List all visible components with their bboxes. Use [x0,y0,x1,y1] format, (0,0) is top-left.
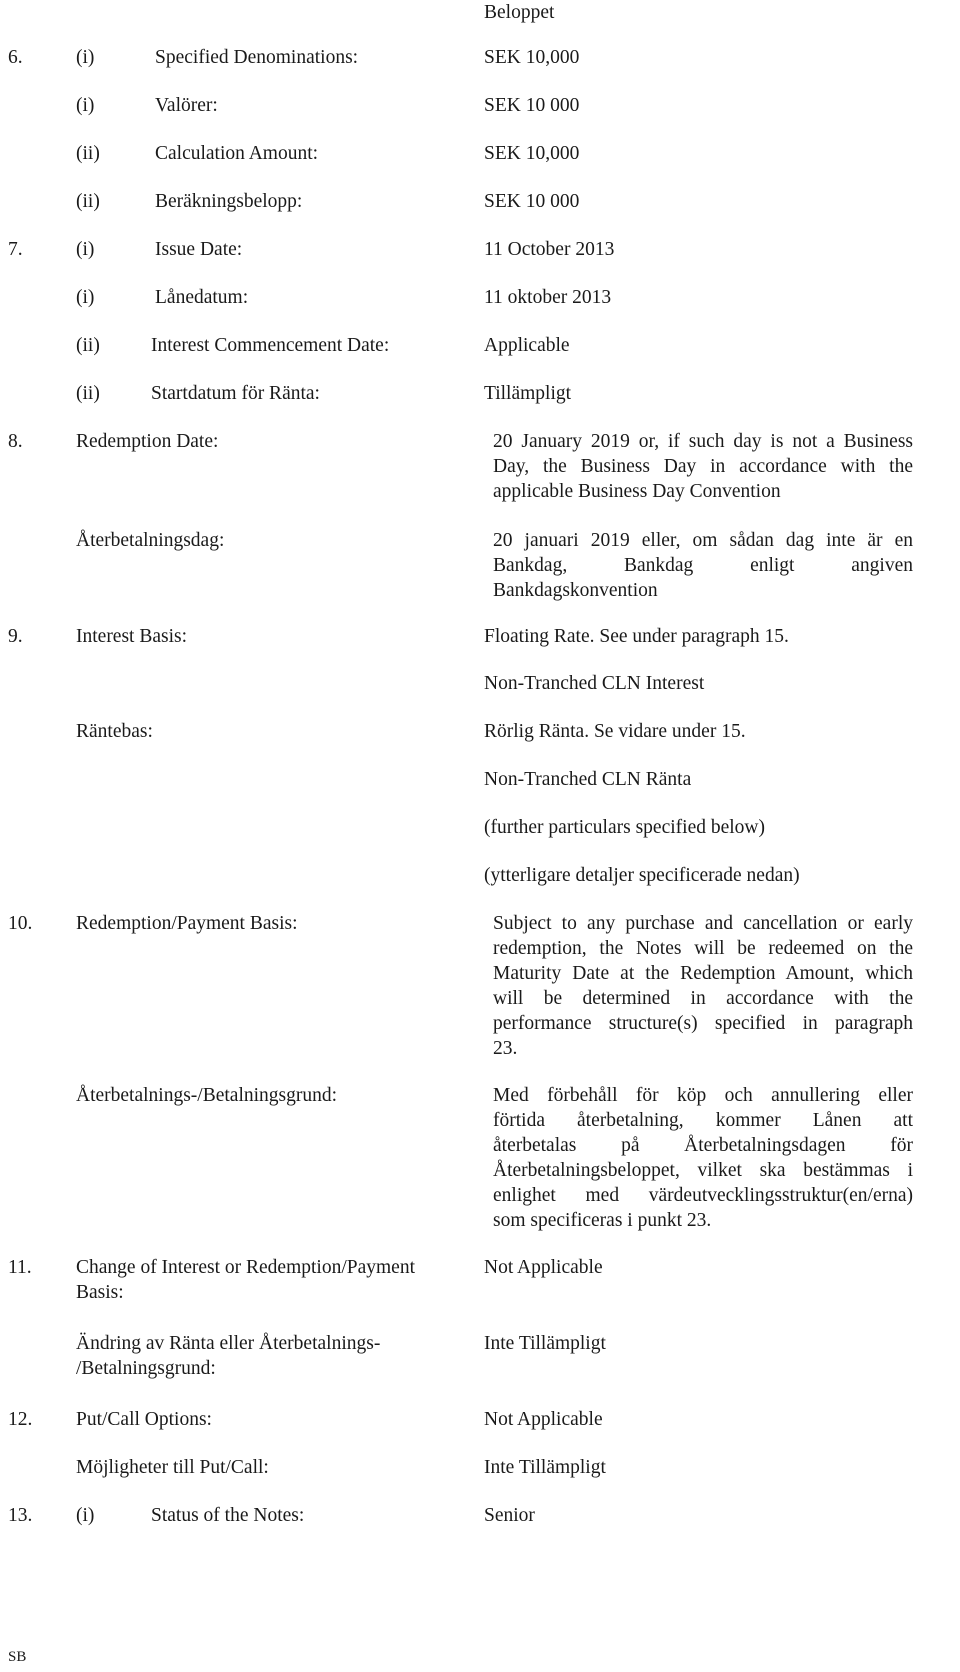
sub-item-label: (ii) [76,335,100,356]
field-label-en: Status of the Notes: [151,1505,305,1526]
text-line: 20 January 2019 or, if such day is not a Business [493,431,913,452]
field-value-en: Applicable [484,335,570,356]
text-line: enlighet med värdeutvecklingsstruktur(en/erna) [493,1185,913,1206]
item-number: 8. [8,431,23,452]
note-en: (further particulars specified below) [484,817,765,838]
field-value-sv: SEK 10 000 [484,95,580,116]
sub-item-label: (i) [76,47,95,68]
text-line: Bankdag, Bankdag enligt angiven [493,555,913,576]
field-label-sv: Valörer: [155,95,218,116]
sub-item-label: (ii) [76,143,100,164]
field-value-en-secondary: Non-Tranched CLN Interest [484,673,705,694]
field-value-en: Floating Rate. See under paragraph 15. [484,626,789,647]
field-value-sv: Inte Tillämpligt [484,1457,606,1478]
field-label-sv: Återbetalnings-/Betalningsgrund: [76,1085,338,1106]
footer-initials: SB [8,1649,27,1665]
column-heading: Beloppet [484,2,555,23]
field-value-sv: Rörlig Ränta. Se vidare under 15. [484,721,746,742]
text-line: Maturity Date at the Redemption Amount, which [493,963,913,984]
item-number: 12. [8,1409,33,1430]
sub-item-label: (i) [76,1505,95,1526]
field-value-en: 11 October 2013 [484,239,615,260]
sub-item-label: (i) [76,239,95,260]
field-value-sv [493,528,913,603]
item-number: 10. [8,913,33,934]
field-label-en: Change of Interest or Redemption/Payment [76,1257,416,1278]
field-label-en: Interest Commencement Date: [151,335,390,356]
field-label-sv-continued: /Betalningsgrund: [76,1358,216,1379]
field-label-en: Put/Call Options: [76,1409,212,1430]
item-number: 7. [8,239,23,260]
text-line: applicable Business Day Convention [493,481,781,502]
field-label-en: Redemption Date: [76,431,219,452]
field-label-en: Calculation Amount: [155,143,319,164]
field-value-sv: SEK 10 000 [484,191,580,212]
field-value-sv [493,1083,913,1233]
text-line: Subject to any purchase and cancellation or early [493,913,913,934]
field-label-sv: Ändring av Ränta eller Återbetalnings- [76,1333,381,1354]
field-value-en: Not Applicable [484,1257,603,1278]
field-value-en: SEK 10,000 [484,47,580,68]
sub-item-label: (ii) [76,191,100,212]
text-line: redemption, the Notes will be redeemed on the [493,938,913,959]
text-line: will be determined in accordance with the [493,988,913,1009]
note-sv: (ytterligare detaljer specificerade nedan) [484,865,800,886]
field-label-en: Issue Date: [155,239,243,260]
field-value-sv: Tillämpligt [484,383,572,404]
field-value-en [493,429,913,504]
field-value-en: SEK 10,000 [484,143,580,164]
sub-item-label: (i) [76,95,95,116]
field-value-sv-secondary: Non-Tranched CLN Ränta [484,769,692,790]
field-value-sv: 11 oktober 2013 [484,287,612,308]
item-number: 6. [8,47,23,68]
field-label-sv: Återbetalningsdag: [76,530,225,551]
field-value-sv: Inte Tillämpligt [484,1333,606,1354]
field-label-sv: Beräkningsbelopp: [155,191,303,212]
field-label-en: Specified Denominations: [155,47,359,68]
text-line: återbetalas på Återbetalningsdagen för [493,1135,913,1156]
field-label-en-continued: Basis: [76,1282,124,1303]
text-line: Bankdagskonvention [493,580,658,601]
field-label-sv: Lånedatum: [155,287,249,308]
item-number: 13. [8,1505,33,1526]
text-line: Återbetalningsbeloppet, vilket ska bestämmas i [493,1160,913,1181]
field-value-en: Not Applicable [484,1409,603,1430]
item-number: 9. [8,626,23,647]
field-label-sv: Startdatum för Ränta: [151,383,320,404]
field-value-en: Senior [484,1505,535,1526]
text-line: Med förbehåll för köp och annullering eller [493,1085,913,1106]
text-line: performance structure(s) specified in paragraph [493,1013,913,1034]
field-label-sv: Möjligheter till Put/Call: [76,1457,269,1478]
text-line: 20 januari 2019 eller, om sådan dag inte är en [493,530,913,551]
field-label-sv: Räntebas: [76,721,153,742]
sub-item-label: (ii) [76,383,100,404]
item-number: 11. [8,1257,32,1278]
text-line: 23. [493,1038,518,1059]
field-value-en [493,911,913,1061]
text-line: som specificeras i punkt 23. [493,1210,712,1231]
text-line: Day, the Business Day in accordance with the [493,456,913,477]
sub-item-label: (i) [76,287,95,308]
field-label-en: Redemption/Payment Basis: [76,913,298,934]
text-line: förtida återbetalning, kommer Lånen att [493,1110,913,1131]
field-label-en: Interest Basis: [76,626,188,647]
